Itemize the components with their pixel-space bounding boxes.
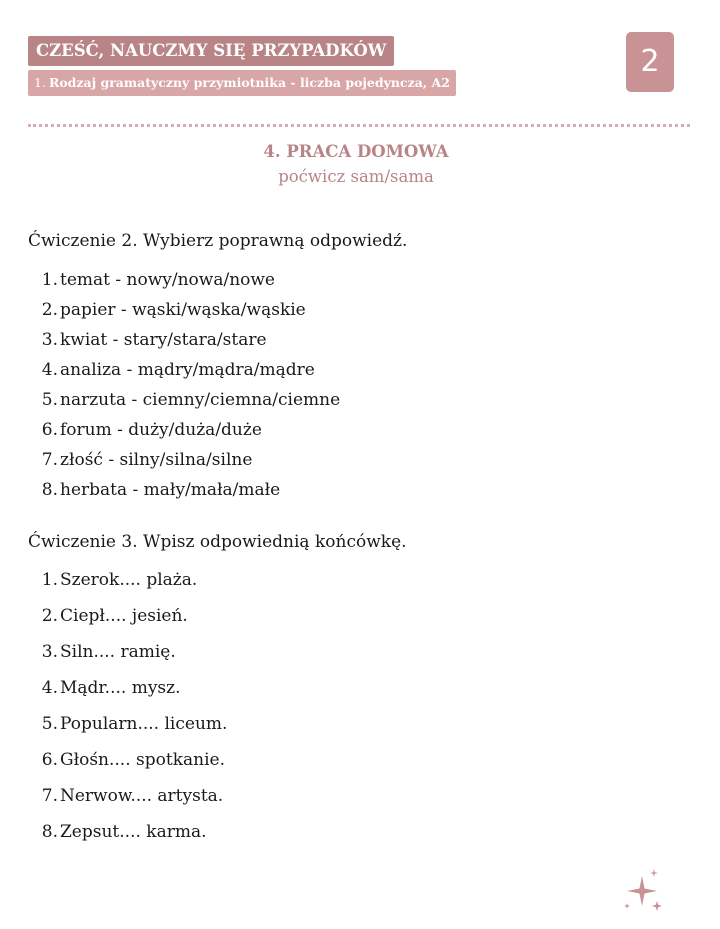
list-item [0, 390, 340, 410]
section-title: 4. PRACA DOMOWA [263, 142, 449, 161]
list-item [0, 606, 188, 626]
item-number: 4. [41, 360, 58, 380]
item-text: Mądr.... mysz. [60, 678, 181, 698]
item-number: 4. [41, 678, 58, 698]
item-number: 1. [41, 270, 58, 290]
item-number: 6. [41, 750, 58, 770]
list-item [0, 822, 207, 842]
sparkles-icon [620, 866, 670, 916]
item-text: Ciepł.... jesień. [60, 606, 188, 626]
subtitle-number: 1. [34, 75, 46, 90]
worksheet-subtitle [28, 70, 456, 96]
item-text: Popularn.... liceum. [60, 714, 228, 734]
item-text: papier - wąski/wąska/wąskie [60, 300, 306, 320]
item-text: Zepsut.... karma. [60, 822, 207, 842]
dotted-divider [28, 124, 690, 127]
item-number: 7. [41, 786, 58, 806]
item-number: 3. [41, 330, 58, 350]
list-item [0, 642, 176, 662]
list-item [0, 750, 225, 770]
item-number: 8. [41, 480, 58, 500]
item-number: 1. [41, 570, 58, 590]
item-number: 8. [41, 822, 58, 842]
list-item [0, 714, 227, 734]
item-text: temat - nowy/nowa/nowe [60, 270, 275, 290]
item-number: 2. [41, 300, 58, 320]
item-number: 2. [41, 606, 58, 626]
list-item [0, 270, 275, 290]
item-text: złość - silny/silna/silne [60, 450, 253, 470]
section-subtitle: poćwicz sam/sama [278, 167, 434, 186]
item-text: Siln.... ramię. [60, 642, 176, 662]
list-item [0, 300, 306, 320]
list-item [0, 786, 223, 806]
list-item [0, 330, 267, 350]
item-text: Głośn.... spotkanie. [60, 750, 225, 770]
list-item [0, 480, 280, 500]
list-item [0, 360, 315, 380]
list-item [0, 570, 197, 590]
subtitle-text: Rodzaj gramatyczny przymiotnika - liczba pojedyncza, A2 [48, 75, 450, 90]
worksheet-title: CZEŚĆ, NAUCZMY SIĘ PRZYPADKÓW [28, 36, 394, 66]
item-number: 5. [41, 390, 58, 410]
list-item [0, 678, 181, 698]
exercise-2-heading: Ćwiczenie 2. Wybierz poprawną odpowiedź. [28, 231, 408, 251]
item-text: Szerok.... plaża. [60, 570, 198, 590]
item-text: forum - duży/duża/duże [60, 420, 262, 440]
list-item [0, 420, 262, 440]
item-text: Nerwow.... artysta. [60, 786, 224, 806]
item-number: 5. [41, 714, 58, 734]
list-item [0, 450, 252, 470]
item-number: 7. [41, 450, 58, 470]
exercise-3-heading: Ćwiczenie 3. Wpisz odpowiednią końcówkę. [28, 532, 407, 552]
item-text: analiza - mądry/mądra/mądre [60, 360, 315, 380]
item-number: 6. [41, 420, 58, 440]
item-text: narzuta - ciemny/ciemna/ciemne [60, 390, 341, 410]
item-text: herbata - mały/mała/małe [60, 480, 281, 500]
item-text: kwiat - stary/stara/stare [60, 330, 267, 350]
item-number: 3. [41, 642, 58, 662]
page-number-badge: 2 [626, 32, 674, 92]
